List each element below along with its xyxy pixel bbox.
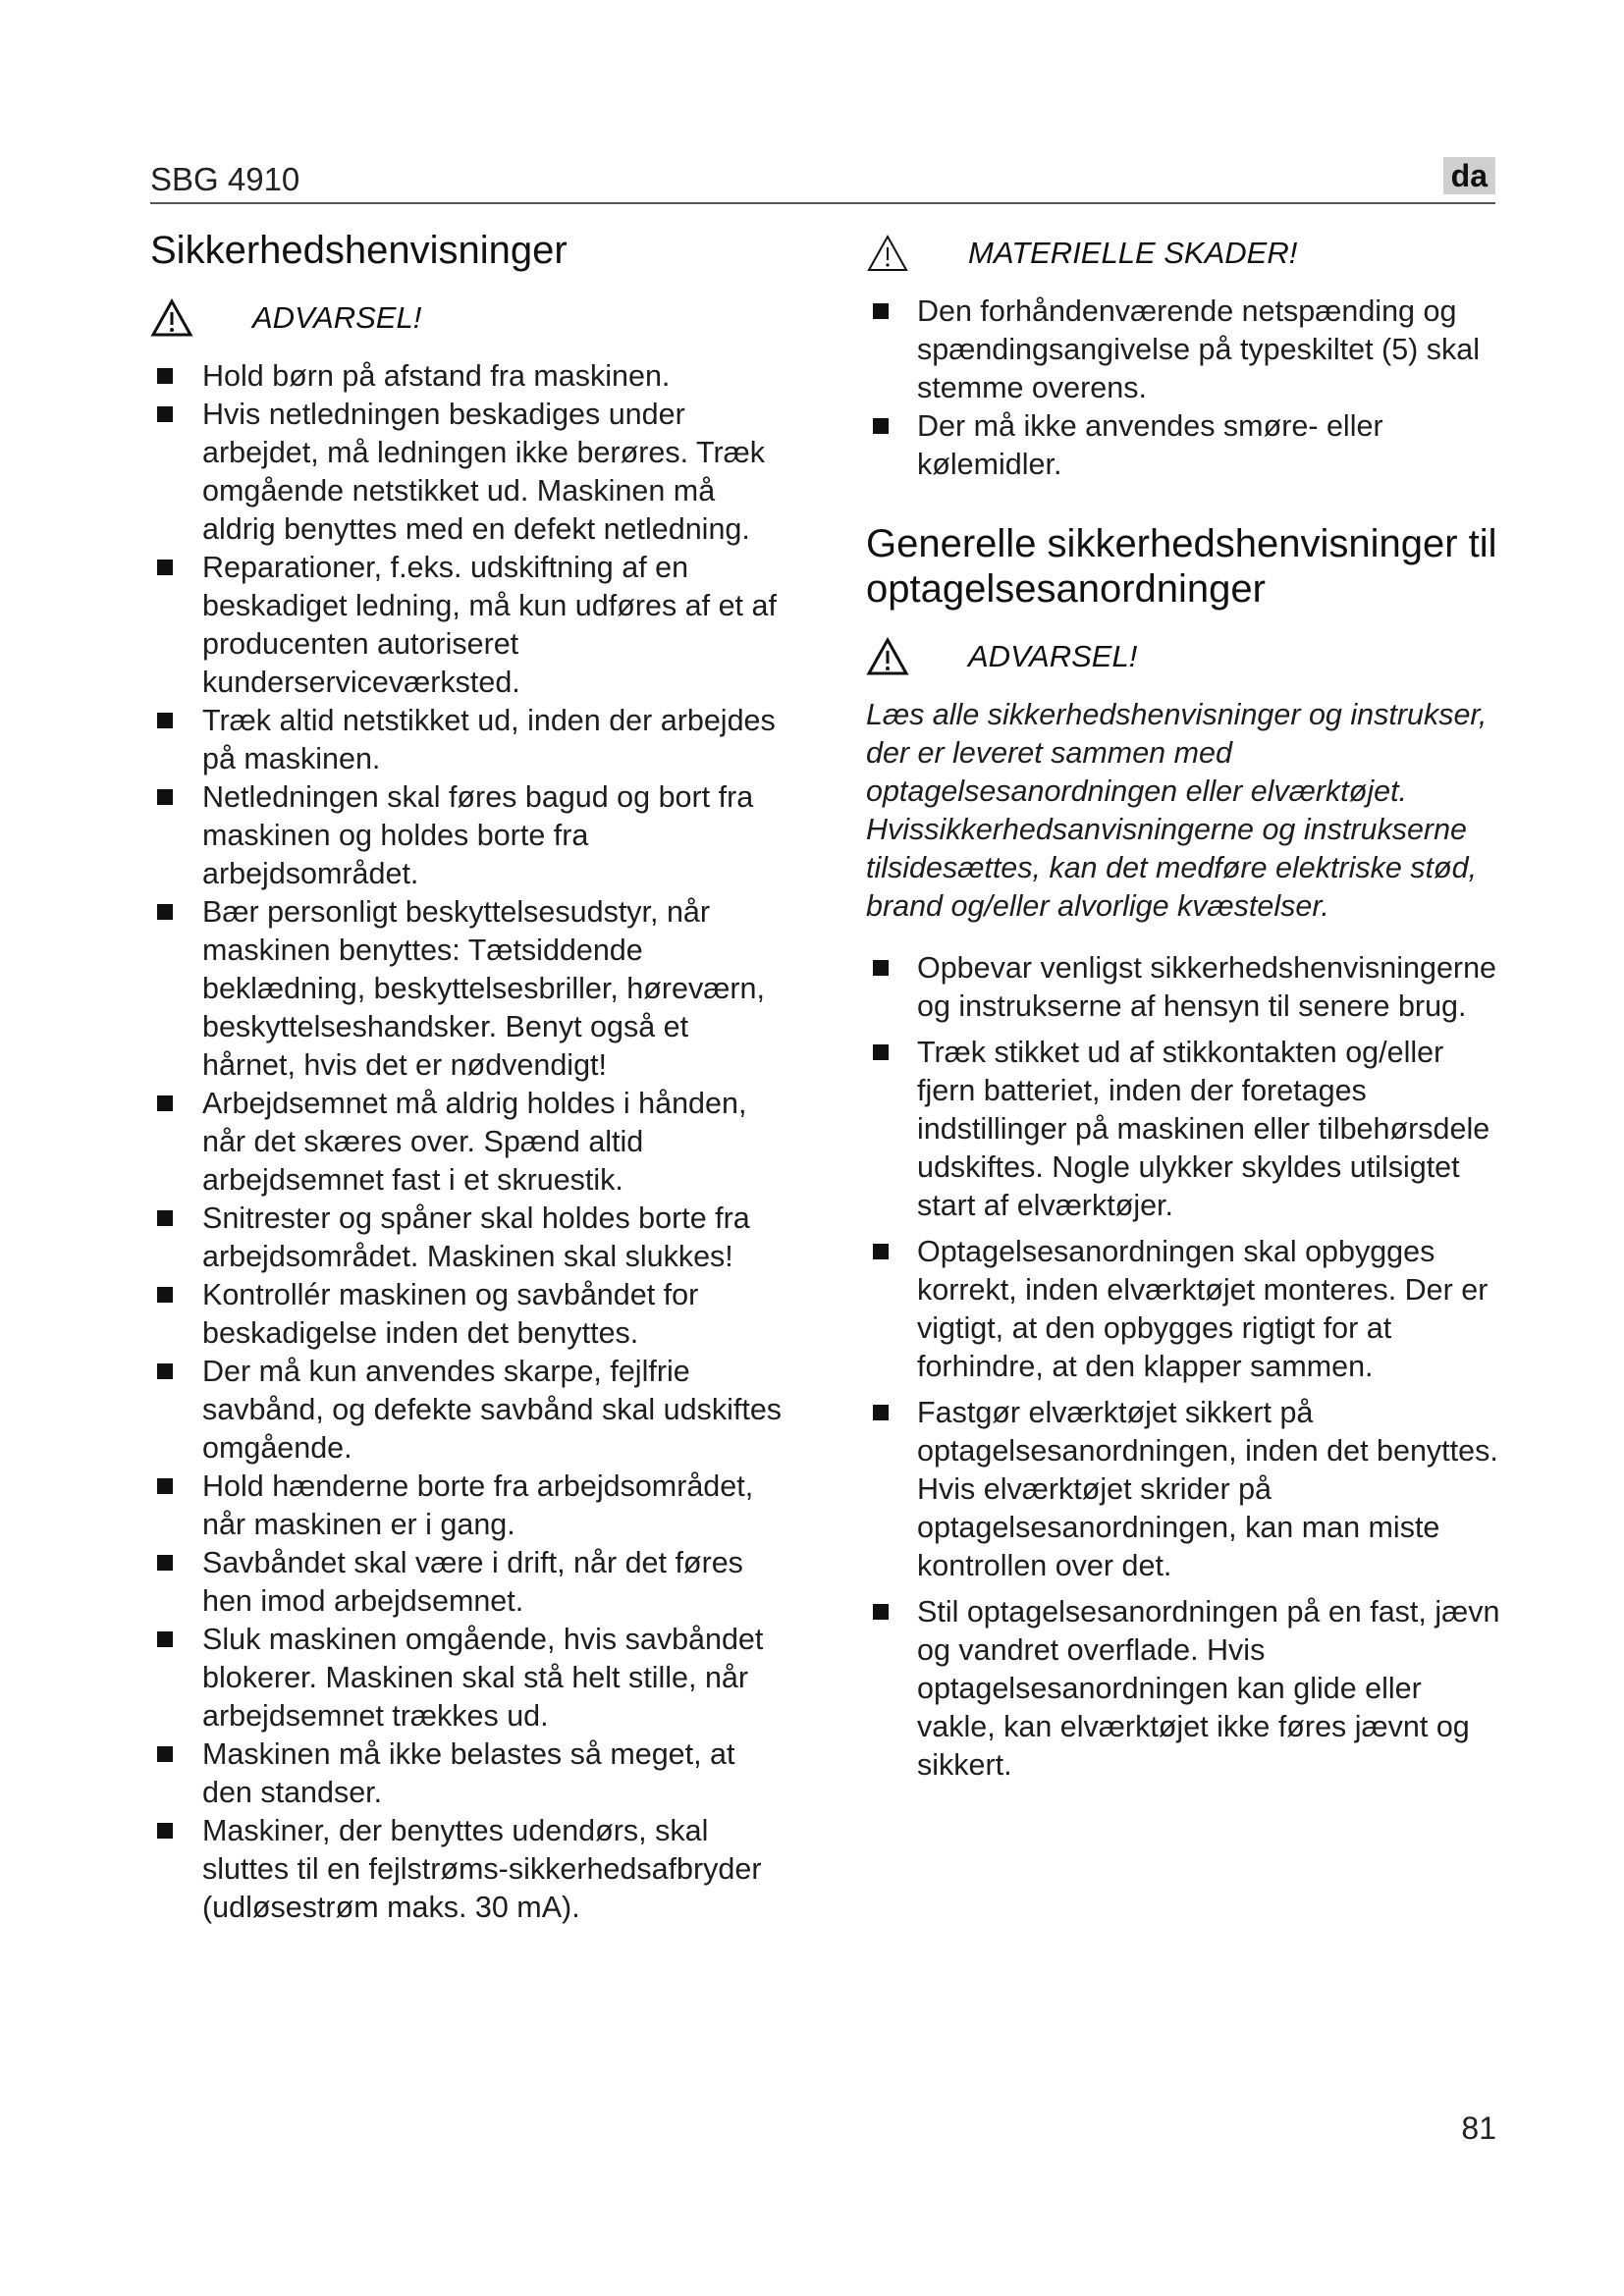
safety-list [150,357,788,1927]
list-item: Hvis netledningen beskadiges under arbejdet, må ledningen ikke berøres. Træk omgående netstikket ud. Maskinen må aldrig benyttes med en defekt netledning. [150,396,788,549]
list-item: Der må ikke anvendes smøre- eller kølemidler. [866,407,1504,484]
page-header [150,157,1495,204]
warning-heading [866,631,1504,682]
list-item: Maskinen må ikke belastes så meget, at den standser. [150,1735,788,1812]
list-item: Træk stikket ud af stikkontakten og/eller fjern batteriet, inden der foretages indstillinger på maskinen eller tilbehørsdele udskiftes. Nogle ulykker skyldes utilsigtet start af elværktøjer. [866,1034,1504,1225]
intro-text [866,696,1504,926]
list-item: Hold hænderne borte fra arbejdsområdet, når maskinen er i gang. [150,1468,788,1544]
warning-heading [150,293,788,344]
language-badge: da [1443,157,1495,194]
list-item: Kontrollér maskinen og savbåndet for beskadigelse inden det benyttes. [150,1276,788,1353]
list-item: Snitrester og spåner skal holdes borte fra arbejdsområdet. Maskinen skal slukkes! [150,1200,788,1276]
model-number: SBG 4910 [150,161,300,197]
damage-heading [866,228,1504,279]
damage-list [866,293,1504,484]
list-item: Reparationer, f.eks. udskiftning af en beskadiget ledning, må kun udføres af et af producenten autoriseret kunderserviceværksted. [150,549,788,702]
list-item: Optagelsesanordningen skal opbygges korrekt, inden elværktøjet monteres. Der er vigtigt, at den opbygges rigtigt for at forhindre, at den klapper sammen. [866,1233,1504,1386]
left-column [150,228,788,1927]
list-item: Netledningen skal føres bagud og bort fra maskinen og holdes borte fra arbejdsområdet. [150,778,788,893]
intro-paragraph: Hvissikkerhedsanvisningerne og instrukserne tilsidesættes, kan det medføre elektriske stød, brand og/eller alvorlige kvæstelser. [866,813,1478,923]
right-column [866,228,1504,1785]
warning-triangle-icon [866,637,909,676]
list-item: Bær personligt beskyttelsesudstyr, når maskinen benyttes: Tætsiddende beklædning, beskyttelsesbriller, høreværn, beskyttelseshandsker. Benyt også et hårnet, hvis det er nødvendigt! [150,893,788,1085]
list-item: Maskiner, der benyttes udendørs, skal sluttes til en fejlstrøms-sikkerhedsafbryder (udløsestrøm maks. 30 mA). [150,1812,788,1927]
list-item: Savbåndet skal være i drift, når det føres hen imod arbejdsemnet. [150,1544,788,1621]
warning-triangle-icon [150,298,193,338]
intro-paragraph: Læs alle sikkerhedshenvisninger og instrukser, der er leveret sammen med optagelsesanordningen eller elværktøjet. [866,698,1488,808]
list-item: Arbejdsemnet må aldrig holdes i hånden, når det skæres over. Spænd altid arbejdsemnet fast i et skruestik. [150,1085,788,1200]
section-title-safety: Sikkerhedshenvisninger [150,229,568,272]
list-item: Træk altid netstikket ud, inden der arbejdes på maskinen. [150,702,788,778]
list-item: Der må kun anvendes skarpe, fejlfrie savbånd, og defekte savbånd skal udskiftes omgående. [150,1353,788,1468]
warning-label: ADVARSEL! [968,639,1138,673]
list-item: Fastgør elværktøjet sikkert på optagelsesanordningen, inden det benyttes. Hvis elværktøjet skrider på optagelsesanordningen, kan man miste kontrollen over det. [866,1394,1504,1585]
page-number: 81 [1461,2110,1496,2146]
list-item: Stil optagelsesanordningen på en fast, jævn og vandret overflade. Hvis optagelsesanordningen kan glide eller vakle, kan elværktøjet ikke føres jævnt og sikkert. [866,1593,1504,1785]
list-item: Sluk maskinen omgående, hvis savbåndet blokerer. Maskinen skal stå helt stille, når arbejdsemnet trækkes ud. [150,1621,788,1735]
list-item: Hold børn på afstand fra maskinen. [150,357,788,396]
section-title-mounting: Generelle sikkerhedshenvisninger til optagelsesanordninger [866,522,1497,611]
list-item: Den forhåndenværende netspænding og spændingsangivelse på typeskiltet (5) skal stemme overens. [866,293,1504,407]
caution-triangle-icon [866,234,909,273]
warning-label: ADVARSEL! [252,300,422,335]
mounting-list [866,949,1504,1785]
damage-label: MATERIELLE SKADER! [968,236,1298,270]
list-item: Opbevar venligst sikkerhedshenvisningerne og instrukserne af hensyn til senere brug. [866,949,1504,1026]
